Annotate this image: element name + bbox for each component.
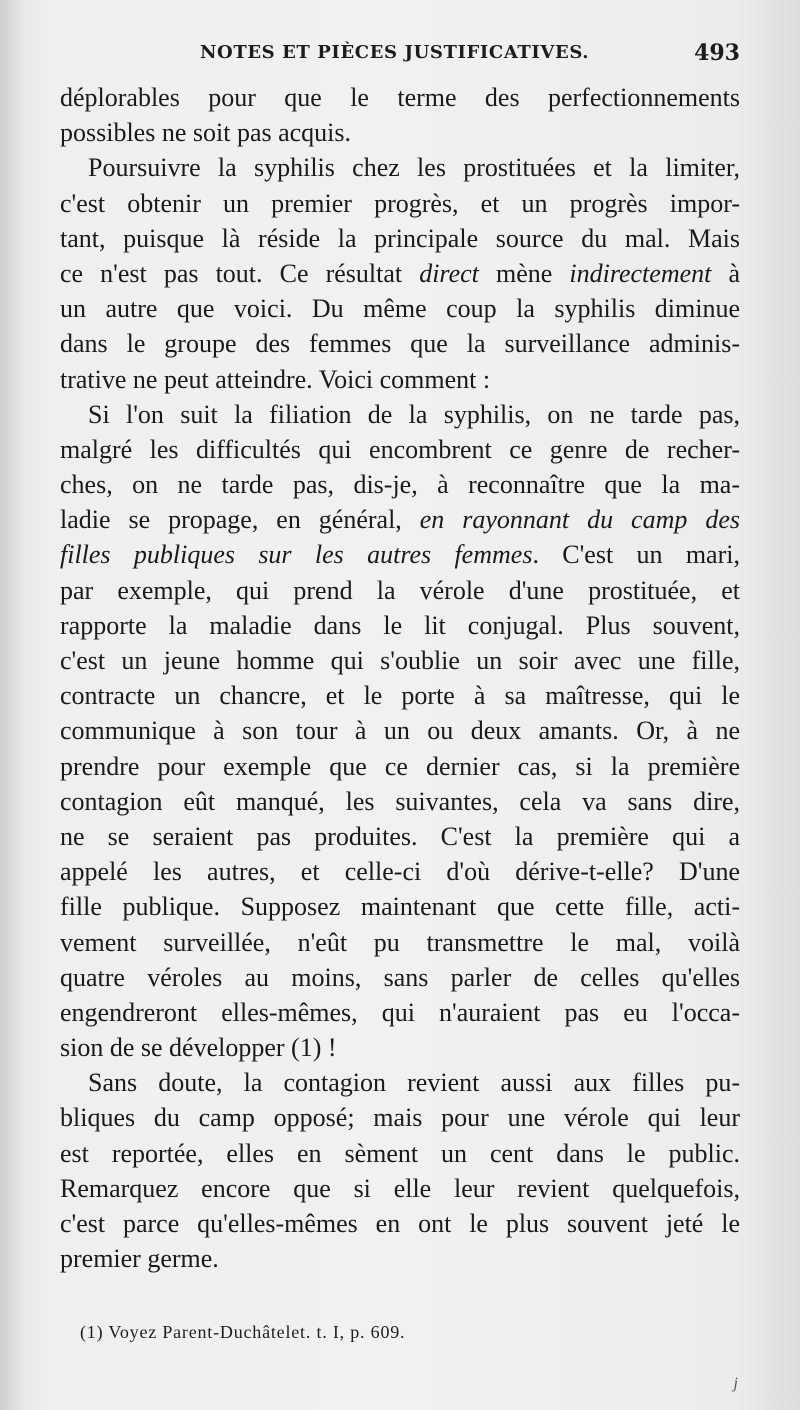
text-line-mixed [60,537,740,572]
text-line: contracte un chancre, et le porte à sa maîtresse, qui le [60,681,740,711]
footnote: (1) Voyez Parent-Duchâtelet. t. I, p. 609. [80,1322,406,1342]
text-line: contagion eût manqué, les suivantes, cela va sans dire, [60,786,740,816]
text-line: ne se seraient pas produites. C'est la première qui a [60,821,740,851]
text-line: rapporte la maladie dans le lit conjugal. Plus souvent, [60,610,740,640]
text-line: déplorables pour que le terme des perfectionnements [60,83,740,112]
text-line: trative ne peut atteindre. Voici comment : [60,364,491,394]
italic-span: en rayonnant du camp des [419,505,740,535]
text-line: c'est obtenir un premier progrès, et un progrès impor- [60,188,740,218]
text-span: ladie se propage, en général, [60,505,420,535]
text-line: bliques du camp opposé; mais pour une vérole qui leur [60,1103,740,1133]
text-line: Remarquez encore que si elle leur revient quelquefois, [60,1173,740,1203]
text-line: c'est un jeune homme qui s'oublie un soir avec une fille, [60,646,740,675]
text-span: mène [478,258,570,288]
text-span: à [711,258,740,288]
text-line: appelé les autres, et celle-ci d'où dérive-t-elle? D'une [60,857,740,887]
text-line: sion de se développer (1) ! [60,1033,337,1063]
italic-span: indirectement [569,258,712,288]
text-line-mixed [60,502,740,537]
text-line: prendre pour exemple que ce dernier cas, si la première [60,751,740,781]
text-line: c'est parce qu'elles-mêmes en ont le plus souvent jeté le [60,1209,740,1238]
text-line: engendreront elles-mêmes, qui n'auraient pas eu l'occa- [60,997,740,1027]
italic-span: direct [419,258,479,288]
text-line: possibles ne soit pas acquis. [60,118,352,148]
text-line: par exemple, qui prend la vérole d'une prostituée, et [60,575,740,605]
text-line: est reportée, elles en sèment un cent dans le public. [60,1138,740,1168]
text-span: . C'est un mari, [532,540,740,570]
text-line: fille publique. Supposez maintenant que cette fille, acti- [60,892,740,922]
text-line: Poursuivre la syphilis chez les prostituées et la limiter, [88,153,740,183]
bleed-mark: j [733,1375,738,1392]
page-number: 493 [694,40,740,66]
text-span: ce n'est pas tout. Ce résultat [60,258,420,288]
text-line: premier germe. [60,1244,219,1274]
text-line-mixed [60,256,740,291]
text-line: tant, puisque là réside la principale source du mal. Mais [60,223,740,253]
text-line: vement surveillée, n'eût pu transmettre le mal, voilà [60,927,740,957]
page-header [60,42,740,74]
italic-span: filles publiques sur les autres femmes [60,540,533,570]
body-text [60,80,740,1276]
gutter-shadow [0,0,22,1410]
text-line: Si l'on suit la filiation de la syphilis, on ne tarde pas, [88,399,740,429]
text-line: communique à son tour à un ou deux amants. Or, à ne [60,716,740,746]
running-head: NOTES ET PIÈCES JUSTIFICATIVES. [200,42,590,63]
text-line: malgré les difficultés qui encombrent ce genre de recher- [60,434,740,464]
text-line: dans le groupe des femmes que la surveillance adminis- [60,329,740,359]
text-line: Sans doute, la contagion revient aussi aux filles pu- [88,1068,740,1098]
text-line: ches, on ne tarde pas, dis-je, à reconnaître que la ma- [60,470,740,500]
text-line: quatre véroles au moins, sans parler de celles qu'elles [60,962,740,992]
text-line: un autre que voici. Du même coup la syphilis diminue [60,294,740,324]
